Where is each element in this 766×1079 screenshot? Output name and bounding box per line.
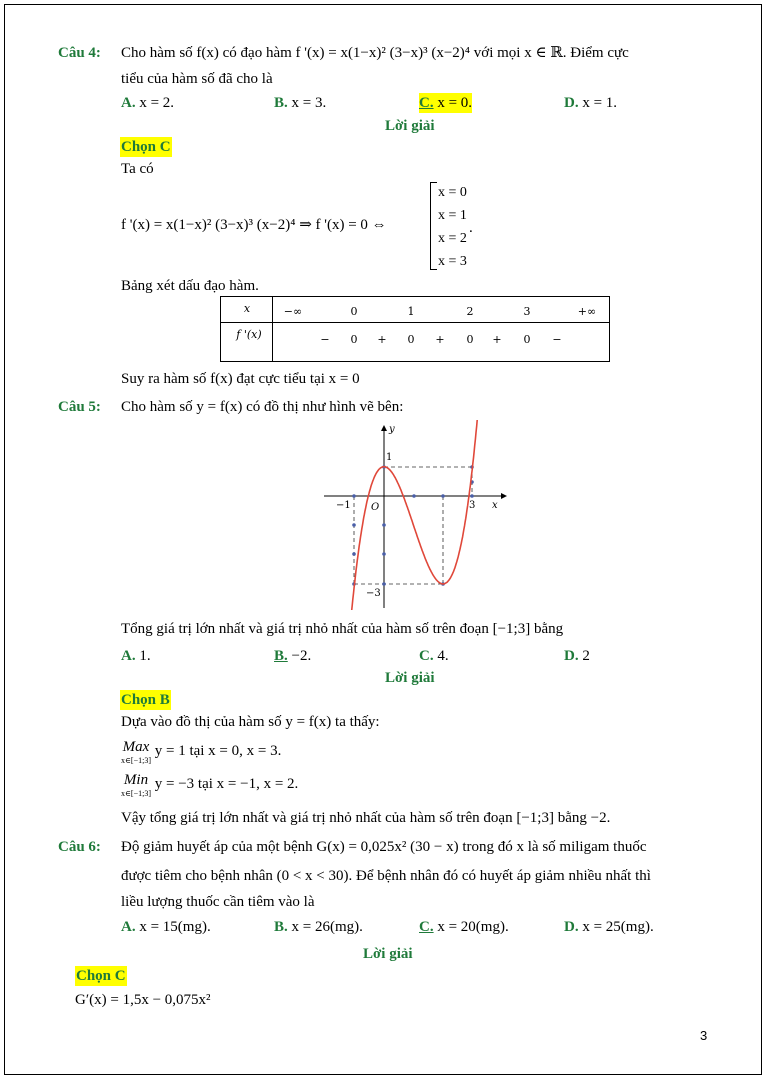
question-5-label: Câu 5: xyxy=(58,399,101,415)
sign-val-6: + xyxy=(492,333,502,346)
q6-option-b-text: x = 26(mg). xyxy=(291,919,363,935)
q4-cases-bracket xyxy=(430,182,437,270)
sign-val-7: 0 xyxy=(523,333,531,346)
question-6-text-line2: được tiêm cho bệnh nhân (0 < x < 30). Để bệnh nhân đó có huyết áp giảm nhiều nhất thì xyxy=(121,868,651,884)
tick-label-minus-3: −3 xyxy=(366,588,381,599)
tick-label-minus-1: −1 xyxy=(336,500,351,511)
sign-x-neg-inf: −∞ xyxy=(283,305,303,318)
sign-x-3: 3 xyxy=(523,305,531,318)
q4-sign-table xyxy=(220,296,610,362)
question-4-label: Câu 4: xyxy=(58,45,101,61)
q4-taco: Ta có xyxy=(121,161,154,177)
q5-option-b[interactable] xyxy=(274,646,311,666)
q4-case-0: x = 0 xyxy=(438,185,467,200)
sign-x-label: x xyxy=(243,302,251,315)
q5-option-c[interactable] xyxy=(419,646,449,666)
sign-x-pos-inf: +∞ xyxy=(577,305,597,318)
q5-option-d[interactable] xyxy=(564,646,590,666)
q4-option-b-label: B. xyxy=(274,95,288,111)
q5-min-line xyxy=(121,774,298,800)
q5-max-line xyxy=(121,741,281,767)
q5-solution-heading: Lời giải xyxy=(385,670,435,686)
q5-option-c-label: C. xyxy=(419,648,434,664)
q4-option-a-label: A. xyxy=(121,95,136,111)
q4-cases-end: . xyxy=(469,220,473,236)
q4-option-b-text: x = 3. xyxy=(291,95,327,111)
q4-chosen-answer: Chọn C xyxy=(121,139,171,155)
q4-option-b[interactable] xyxy=(274,93,326,113)
q4-solution-heading: Lời giải xyxy=(385,118,435,134)
q5-option-c-text: 4. xyxy=(437,648,449,664)
q5-option-a-label: A. xyxy=(121,648,136,664)
sign-val-8: − xyxy=(552,333,562,346)
q6-option-b-label: B. xyxy=(274,919,288,935)
sign-val-2: + xyxy=(377,333,387,346)
y-axis-label: y xyxy=(389,424,395,435)
q5-max-text: y = 1 tại x = 0, x = 3. xyxy=(154,743,282,759)
q6-derivative: G′(x) = 1,5x − 0,075x² xyxy=(75,992,211,1008)
q4-case-3: x = 3 xyxy=(438,254,467,269)
sign-val-3: 0 xyxy=(407,333,415,346)
q4-derivative-formula: f '(x) = x(1−x)² (3−x)³ (x−2)⁴ ⇒ f '(x) = 0 ⇔ xyxy=(121,217,387,233)
question-6-label: Câu 6: xyxy=(58,839,101,855)
sign-val-0: − xyxy=(320,333,330,346)
origin-label: O xyxy=(371,502,380,513)
q5-conclusion: Vậy tổng giá trị lớn nhất và giá trị nhỏ nhất của hàm số trên đoạn [−1;3] bằng −2. xyxy=(121,810,611,826)
q4-option-a[interactable] xyxy=(121,93,174,113)
q4-sign-table-caption: Bảng xét dấu đạo hàm. xyxy=(121,278,259,294)
q4-option-d[interactable] xyxy=(564,93,617,113)
q4-cases xyxy=(438,181,467,273)
tick-label-1: 1 xyxy=(386,452,393,463)
q4-option-d-label: D. xyxy=(564,95,579,111)
question-4-text-line2: tiểu của hàm số đã cho là xyxy=(121,71,273,87)
x-axis-label: x xyxy=(492,500,498,511)
sign-val-1: 0 xyxy=(350,333,358,346)
q5-intro: Dựa vào đồ thị của hàm số y = f(x) ta thấy: xyxy=(121,714,380,730)
q5-option-b-text: −2. xyxy=(291,648,312,664)
q6-solution-heading: Lời giải xyxy=(363,946,413,962)
q6-option-d[interactable] xyxy=(564,917,654,937)
q6-option-a-text: x = 15(mg). xyxy=(139,919,211,935)
q5-function-graph xyxy=(320,420,510,610)
q4-case-1: x = 1 xyxy=(438,208,467,223)
question-4-text-line1: Cho hàm số f(x) có đạo hàm f '(x) = x(1−x)² (3−x)³ (x−2)⁴ với mọi x ∈ ℝ. Điểm cực xyxy=(121,45,629,61)
q5-max-sub: x∈[−1;3] xyxy=(121,756,151,765)
function-curve xyxy=(352,420,480,610)
q6-option-c-label: C. xyxy=(419,919,434,935)
q5-option-a-text: 1. xyxy=(139,648,151,664)
q6-option-b[interactable] xyxy=(274,917,363,937)
q6-chosen-answer: Chọn C xyxy=(76,968,126,984)
sign-fprime-label: f '(x) xyxy=(236,328,262,341)
sign-x-1: 1 xyxy=(407,305,415,318)
question-5-prompt: Tổng giá trị lớn nhất và giá trị nhỏ nhất của hàm số trên đoạn [−1;3] bằng xyxy=(121,621,564,637)
q4-option-c-label: C. xyxy=(419,95,434,111)
sign-val-4: + xyxy=(435,333,445,346)
q5-min-word: Min xyxy=(123,772,149,788)
q5-option-a[interactable] xyxy=(121,646,151,666)
question-6-text-line1: Độ giảm huyết áp của một bệnh G(x) = 0,025x² (30 − x) trong đó x là số miligam thuốc xyxy=(121,839,647,855)
q6-option-c-text: x = 20(mg). xyxy=(437,919,509,935)
q6-option-a[interactable] xyxy=(121,917,211,937)
q6-option-c[interactable] xyxy=(419,917,509,937)
q6-option-a-label: A. xyxy=(121,919,136,935)
q5-chosen-answer: Chọn B xyxy=(121,692,170,708)
q5-min-sub: x∈[−1;3] xyxy=(121,789,151,798)
q5-option-d-label: D. xyxy=(564,648,579,664)
q5-min-text: y = −3 tại x = −1, x = 2. xyxy=(154,776,299,792)
page-number: 3 xyxy=(700,1028,708,1043)
q5-max-word: Max xyxy=(122,739,150,755)
q4-case-2: x = 2 xyxy=(438,231,467,246)
sign-val-5: 0 xyxy=(466,333,474,346)
q4-option-c-text: x = 0. xyxy=(437,95,473,111)
sign-table-vline xyxy=(272,297,273,361)
sign-table-hline xyxy=(221,322,609,323)
q5-option-d-text: 2 xyxy=(582,648,590,664)
q6-option-d-label: D. xyxy=(564,919,579,935)
question-6-text-line3: liều lượng thuốc cần tiêm vào là xyxy=(121,894,315,910)
q4-option-d-text: x = 1. xyxy=(582,95,618,111)
q4-option-a-text: x = 2. xyxy=(139,95,175,111)
sign-x-0: 0 xyxy=(350,305,358,318)
q5-option-b-label: B. xyxy=(274,648,288,664)
sign-x-2: 2 xyxy=(466,305,474,318)
q4-option-c[interactable] xyxy=(419,93,472,113)
q4-conclusion: Suy ra hàm số f(x) đạt cực tiểu tại x = 0 xyxy=(121,371,360,387)
q6-option-d-text: x = 25(mg). xyxy=(582,919,654,935)
tick-label-3: 3 xyxy=(469,500,476,511)
question-5-text: Cho hàm số y = f(x) có đồ thị như hình vẽ bên: xyxy=(121,399,404,415)
